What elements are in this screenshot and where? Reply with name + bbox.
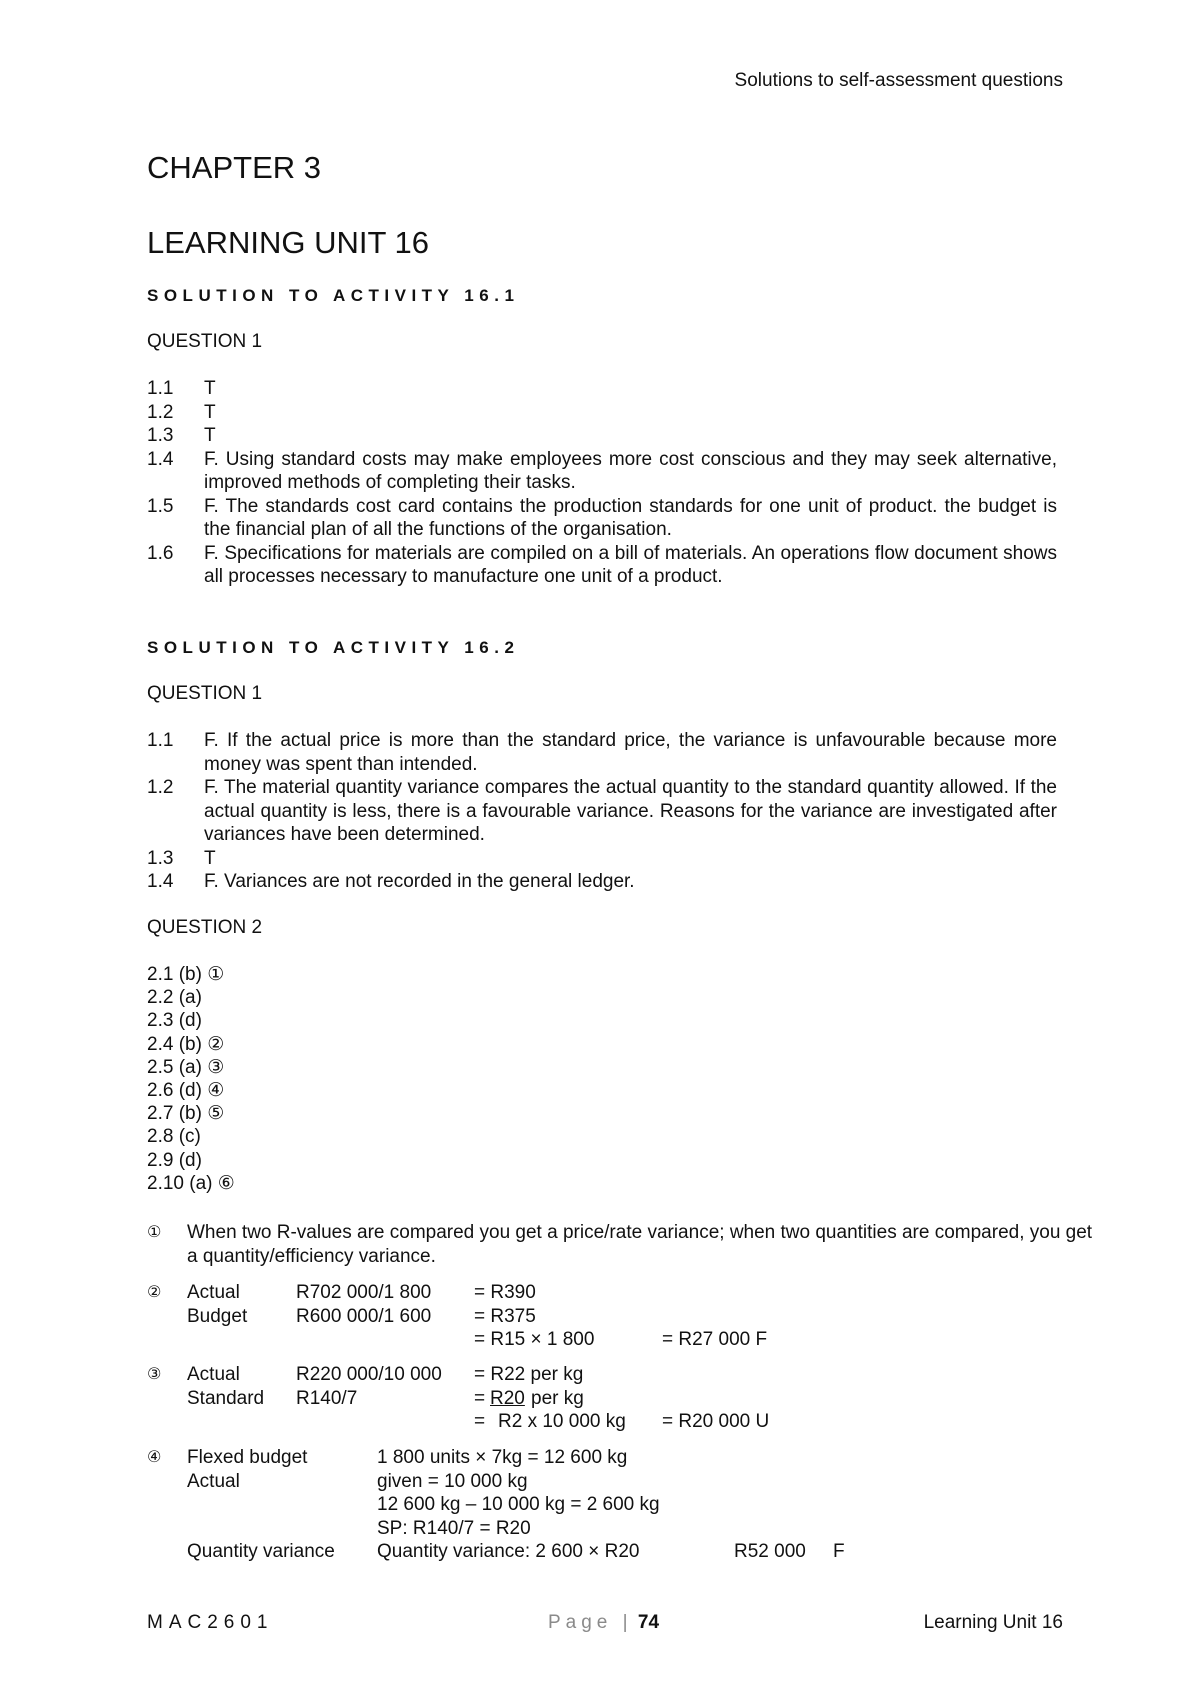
calc-row [147, 1493, 947, 1517]
calc-result: = R375 [474, 1305, 536, 1327]
calc-label: Standard [187, 1387, 265, 1409]
activity-16-1-question-1-title: QUESTION 1 [147, 331, 263, 352]
answer-number: 1.2 [147, 401, 174, 423]
answer-text: F. The standards cost card contains the production standards for one unit of product. the budget is the financial plan of all the functions of the organisation. [204, 495, 1057, 540]
chapter-title: CHAPTER 3 [147, 150, 321, 185]
mc-answer: 2.1 (b) ① [147, 964, 225, 985]
activity-16-2-heading: SOLUTION TO ACTIVITY 16.2 [147, 638, 520, 657]
calc-row [147, 1446, 947, 1470]
answer-text: F. Specifications for materials are compiled on a bill of materials. An operations flow document shows all processes necessary to manufacture one unit of a product. [204, 542, 1057, 587]
calc-row [147, 1470, 947, 1494]
answer-number: 1.3 [147, 847, 174, 869]
calc-variance: = R20 000 U [662, 1411, 770, 1432]
mc-answer: 2.4 (b) ② [147, 1033, 225, 1055]
note-marker: ② [147, 1284, 162, 1301]
mc-answer: 2.7 (b) ⑤ [147, 1103, 225, 1125]
activity-16-2-question-1-title: QUESTION 1 [147, 683, 263, 704]
calc-value: Quantity variance: 2 600 × R20 [377, 1541, 640, 1562]
learning-unit-title: LEARNING UNIT 16 [147, 225, 429, 260]
calc-value: R600 000/1 600 [296, 1305, 432, 1327]
answer-item [147, 870, 1057, 894]
answer-number: 1.6 [147, 542, 174, 564]
activity-16-2-answers [147, 729, 1057, 894]
answer-item [147, 448, 1057, 495]
calc-equals: = [474, 1387, 486, 1409]
calc-unit: per kg [531, 1387, 584, 1409]
activity-16-2-question-2-title: QUESTION 2 [147, 917, 263, 938]
calc-result: R2 x 10 000 kg [498, 1411, 626, 1432]
calc-result: = R22 per kg [474, 1364, 584, 1385]
note-1 [147, 1221, 1097, 1268]
calc-row [147, 1305, 847, 1329]
answer-item [147, 847, 1057, 871]
calc-value: R702 000/1 800 [296, 1282, 432, 1303]
calc-row [147, 1328, 847, 1352]
calc-label: Actual [187, 1470, 240, 1492]
answer-item [147, 729, 1057, 776]
answer-text: T [204, 401, 216, 423]
calc-result: = R15 × 1 800 [474, 1329, 595, 1350]
answer-number: 1.1 [147, 378, 174, 399]
calc-value: 12 600 kg – 10 000 kg = 2 600 kg [377, 1494, 660, 1515]
activity-16-1-answers [147, 377, 1057, 589]
calc-value: SP: R140/7 = R20 [377, 1517, 531, 1539]
answer-item [147, 401, 1057, 425]
calc-underlined-value: R20 [490, 1387, 525, 1409]
answer-text: T [204, 847, 216, 869]
calc-value: 1 800 units × 7kg = 12 600 kg [377, 1447, 628, 1468]
calc-value: R220 000/10 000 [296, 1364, 442, 1385]
answer-number: 1.4 [147, 871, 174, 892]
footer-page-number [548, 1612, 659, 1634]
answer-text: F. Variances are not recorded in the general ledger. [204, 871, 635, 892]
answer-number: 1.5 [147, 495, 174, 517]
activity-16-1-heading: SOLUTION TO ACTIVITY 16.1 [147, 286, 520, 305]
note-marker: ④ [147, 1449, 162, 1466]
answer-text: T [204, 378, 216, 399]
answer-text: F. Using standard costs may make employees more cost conscious and they may seek alternative, improved methods of completing their tasks. [204, 448, 1057, 493]
calc-value: R140/7 [296, 1387, 358, 1409]
calc-equals: = [474, 1411, 486, 1432]
calc-row [147, 1281, 847, 1305]
calc-variance-flag: F [833, 1541, 845, 1562]
calc-label: Actual [187, 1282, 240, 1303]
answer-item [147, 424, 1057, 448]
calc-variance: = R27 000 F [662, 1329, 768, 1350]
footer-unit: Learning Unit 16 [923, 1612, 1063, 1633]
mc-answer: 2.6 (d) ④ [147, 1080, 225, 1102]
mc-answer: 2.10 (a) ⑥ [147, 1172, 235, 1194]
mc-answer: 2.9 (d) [147, 1149, 202, 1171]
answer-item [147, 776, 1057, 847]
note-4-calculation [147, 1446, 947, 1564]
page-label: Page | [548, 1612, 633, 1633]
answer-item [147, 377, 1057, 401]
calc-label: Quantity variance [187, 1541, 335, 1562]
calc-row [147, 1517, 947, 1541]
calc-amount: R52 000 [734, 1541, 806, 1562]
calc-label: Actual [187, 1364, 240, 1385]
calc-row [147, 1410, 847, 1434]
note-marker: ① [147, 1224, 162, 1241]
running-header: Solutions to self-assessment questions [734, 70, 1063, 91]
note-text: When two R-values are compared you get a price/rate variance; when two quantities are compared, you get a quantity/efficiency variance. [187, 1222, 1093, 1267]
answer-text: F. If the actual price is more than the standard price, the variance is unfavourable because more money was spent than intended. [204, 730, 1057, 775]
answer-number: 1.1 [147, 730, 174, 751]
answer-item [147, 495, 1057, 542]
mc-answer: 2.8 (c) [147, 1126, 201, 1148]
answer-text: F. The material quantity variance compares the actual quantity to the standard quantity allowed. If the actual quantity is less, there is a favourable variance. Reasons for the variance are investigated after variances have been determined. [204, 777, 1057, 845]
multiple-choice-answers [147, 963, 235, 1195]
note-3-calculation [147, 1363, 847, 1434]
calc-row [147, 1540, 947, 1564]
mc-answer: 2.2 (a) [147, 987, 202, 1009]
answer-number: 1.2 [147, 777, 174, 798]
answer-number: 1.3 [147, 425, 174, 446]
answer-item [147, 542, 1057, 589]
calc-value: given = 10 000 kg [377, 1470, 528, 1492]
calc-result: = R390 [474, 1282, 536, 1303]
calc-label: Flexed budget [187, 1447, 308, 1468]
mc-answer: 2.3 (d) [147, 1010, 202, 1032]
mc-answer: 2.5 (a) ③ [147, 1056, 225, 1078]
answer-text: T [204, 425, 216, 446]
calc-label: Budget [187, 1305, 248, 1327]
note-marker: ③ [147, 1366, 162, 1383]
note-2-calculation [147, 1281, 847, 1352]
page-number: 74 [637, 1612, 660, 1633]
answer-number: 1.4 [147, 448, 174, 470]
footer-course-code: MAC2601 [147, 1612, 274, 1633]
calc-row [147, 1387, 847, 1411]
calc-row [147, 1363, 847, 1387]
